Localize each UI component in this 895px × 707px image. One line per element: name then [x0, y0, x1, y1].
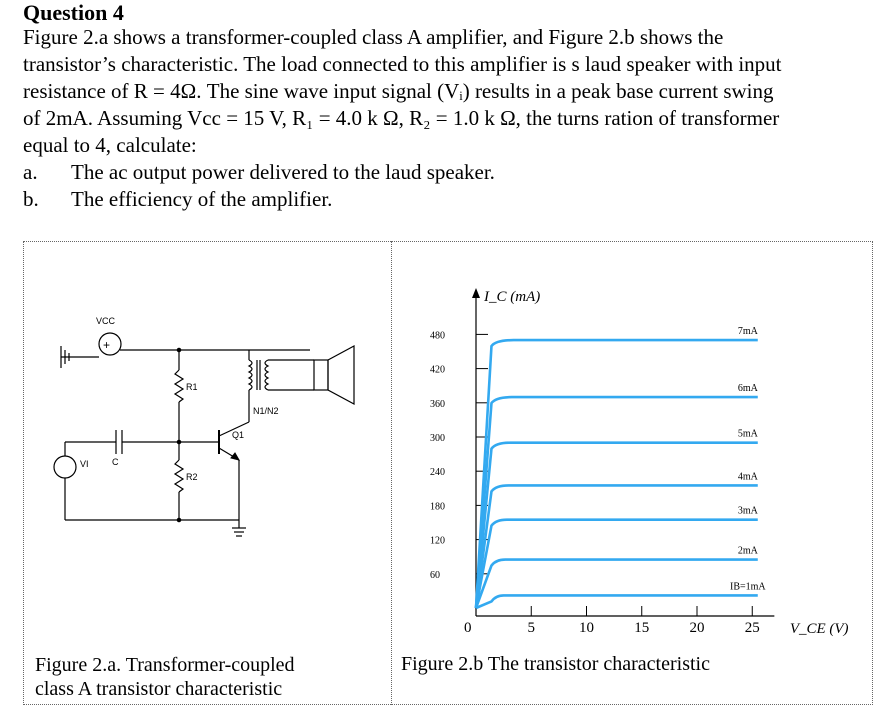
x-tick-label-25: 25	[744, 620, 760, 636]
cap-label: C	[112, 457, 119, 467]
question-line-4: of 2mA. Assuming Vcc = 15 V, R₁ = 4.0 k Ω, R₂ = 1.0 k Ω, the turns ration of transformer	[23, 106, 780, 130]
transformer-secondary-icon	[265, 360, 268, 390]
r1-label: R1	[186, 382, 198, 392]
curve-label-4mA: 4mA	[737, 471, 758, 483]
circuit-caption-line-1: Figure 2.a. Transformer-coupled	[35, 654, 295, 676]
chart-caption: Figure 2.b The transistor characteristic	[401, 653, 710, 675]
r1-resistor-icon	[175, 370, 183, 402]
question-body	[23, 24, 875, 213]
sub-question-a	[23, 159, 875, 186]
curve-label-IB=1mA: IB=1mA	[730, 581, 766, 593]
circuit-caption-line-2: class A transistor characteristic	[35, 678, 283, 700]
sub-question-b-label: b.	[23, 187, 39, 211]
curve-5mA	[476, 443, 758, 608]
curve-label-2mA: 2mA	[737, 545, 758, 557]
question-line-5: equal to 4, calculate:	[23, 133, 197, 157]
q1-label: Q1	[232, 430, 245, 440]
y-tick-label-60: 60	[430, 569, 440, 581]
circuit-diagram	[24, 242, 390, 642]
x-tick-label-5: 5	[527, 620, 535, 636]
chart-panel	[391, 241, 873, 705]
curve-2mA	[476, 560, 758, 608]
x-axis-label: V_CE (V)	[789, 621, 849, 637]
speaker-cone-icon	[328, 346, 354, 404]
y-tick-label-300: 300	[430, 433, 445, 444]
question-line-3: resistance of R = 4Ω. The sine wave input signal (Vᵢ) results in a peak base current swing	[23, 79, 774, 103]
question-line-1: Figure 2.a shows a transformer-coupled class A amplifier, and Figure 2.b shows the	[23, 25, 724, 49]
y-tick-label-420: 420	[430, 364, 445, 376]
r2-label: R2	[186, 472, 198, 482]
x-tick-label-10: 10	[579, 620, 594, 636]
junction-dot-3	[177, 518, 181, 522]
y-axis-label: I_C (mA)	[484, 289, 541, 305]
transformer-label: N1/N2	[253, 406, 279, 416]
curve-label-6mA: 6mA	[737, 383, 758, 395]
x-tick-label-15: 15	[634, 620, 650, 636]
sub-question-b	[23, 186, 875, 213]
vi-label: VI	[80, 459, 89, 469]
y-axis-arrow-icon	[472, 288, 480, 298]
vcc-label: VCC	[96, 316, 116, 326]
junction-dot-2	[177, 440, 181, 444]
vi-source-icon	[54, 456, 76, 478]
y-tick-label-120: 120	[430, 535, 445, 547]
y-tick-label-180: 180	[430, 501, 445, 513]
junction-dot-1	[177, 348, 181, 352]
y-tick-label-240: 240	[430, 467, 445, 479]
y-tick-label-480: 480	[430, 330, 445, 342]
curve-4mA	[476, 485, 758, 608]
curve-label-7mA: 7mA	[737, 326, 758, 338]
question-line-2: transistor’s characteristic. The load connected to this amplifier is s laud speaker with input	[23, 52, 782, 76]
question-title: Question 4	[23, 0, 124, 25]
curve-7mA	[476, 340, 758, 608]
r2-resistor-icon	[175, 460, 183, 492]
curve-6mA	[476, 397, 758, 608]
vcc-plus-label: +	[103, 338, 111, 352]
x-tick-label-20: 20	[689, 620, 705, 636]
curve-label-3mA: 3mA	[737, 505, 758, 517]
emitter-arrow-icon	[231, 453, 239, 460]
sub-question-b-text: The efficiency of the amplifier.	[71, 187, 333, 211]
circuit-caption	[35, 653, 295, 701]
y-tick-label-360: 360	[430, 398, 445, 410]
characteristic-chart	[392, 242, 872, 652]
x-tick-label-0: 0	[464, 620, 472, 636]
sub-question-a-text: The ac output power delivered to the laud speaker.	[71, 160, 495, 184]
speaker-body-icon	[314, 360, 328, 390]
circuit-panel	[23, 241, 391, 705]
sub-question-a-label: a.	[23, 160, 38, 184]
curve-IB=1mA	[476, 595, 758, 608]
curve-label-5mA: 5mA	[737, 428, 758, 440]
transformer-primary-icon	[249, 360, 252, 390]
